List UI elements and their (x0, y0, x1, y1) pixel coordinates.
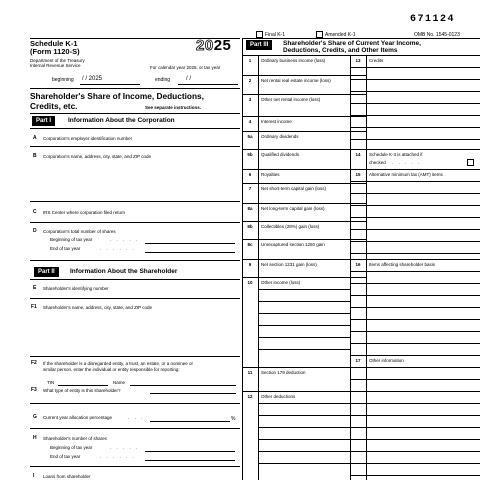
part3-line-14-number: 14 (355, 152, 361, 157)
part3-line-8b-field[interactable] (259, 229, 349, 238)
part3-line-10-label: Other income (loss) (261, 280, 301, 285)
part2-i-label: Loans from shareholder (43, 474, 91, 479)
part2-e-letter: E (33, 285, 37, 291)
part1-b-label: Corporation's name, address, city, state, and ZIP code (43, 154, 151, 159)
part2-f3-field[interactable] (150, 393, 236, 394)
amended-k1-label: Amended K-1 (325, 32, 356, 38)
irs-label: Internal Revenue Service (30, 63, 81, 68)
part3-line-1-label: Ordinary business income (loss) (261, 58, 326, 63)
part1-a-letter: A (33, 135, 37, 141)
part3-line-14-dots: . . . . . (392, 160, 422, 165)
part3-line-1-number: 1 (248, 58, 252, 63)
part2-h-end-label: End of tax year (50, 454, 81, 459)
part1-b-letter: B (33, 153, 37, 159)
part3-title-line1: Shareholder's Share of Current Year Income, (283, 40, 421, 47)
part1-a-label: Corporation's employer identification number (43, 136, 133, 141)
part2-f2-letter: F2 (31, 360, 37, 366)
part3-line-8a-field[interactable] (259, 211, 349, 220)
part2-f3-label: What type of entity is this shareholder? (43, 388, 121, 393)
amended-k1-checkbox[interactable] (316, 31, 323, 38)
beginning-date-field[interactable]: / / 2025 (82, 76, 103, 82)
schedule-title: Schedule K-1 (30, 39, 78, 48)
beginning-label: beginning (52, 77, 74, 83)
part2-badge: Part II (34, 267, 59, 277)
part3-line-13-number: 13 (355, 58, 361, 63)
part3-line-6-label: Royalties (261, 172, 280, 177)
ending-date-field[interactable]: / / (186, 76, 192, 82)
part2-g-label: Current year allocation percentage (43, 415, 113, 420)
part3-line-9-label: Net section 1231 gain (loss) (261, 262, 317, 267)
part3-line-4-field[interactable] (259, 124, 349, 130)
part3-line-9-number: 9 (248, 262, 252, 267)
part2-h-beginning-label: Beginning of tax year (50, 445, 93, 450)
part3-line-11-field[interactable] (259, 375, 349, 390)
part2-f2-label-line1: If the shareholder is a disregarded entity, a trust, an estate, or a nominee or (43, 361, 194, 366)
part3-badge: Part III (246, 40, 272, 50)
part3-line-5b-label: Qualified dividends (261, 152, 300, 157)
part3-line-2-label: Net rental real estate income (loss) (261, 78, 331, 83)
part3-line-12-label: Other deductions (261, 394, 296, 399)
part2-h-end-dots: . . . . . . (100, 454, 136, 459)
part1-c-letter: C (33, 209, 37, 215)
part1-title: Information About the Corporation (68, 117, 175, 124)
part3-line-11-label: Section 179 deduction (261, 370, 306, 375)
part3-line-5a-field[interactable] (259, 139, 349, 148)
part3-line-4-label: Interest income (261, 119, 292, 124)
final-k1-checkbox[interactable] (256, 31, 263, 38)
part2-g-letter: G (33, 414, 37, 420)
tax-year-prefix: 20 (196, 37, 214, 54)
part3-line-15-label: Alternative minimum tax (AMT) items (369, 172, 443, 177)
tax-year (196, 38, 231, 54)
part1-c-label: IRS Center where corporation filed return (43, 210, 126, 215)
part3-line-4-number: 4 (248, 119, 252, 124)
part1-d-beginning-field[interactable] (145, 243, 235, 244)
part3-line-14-label: Schedule K-3 is attached if (369, 152, 423, 157)
part2-tin-label: TIN (47, 380, 55, 385)
part3-line-5b-field[interactable] (259, 157, 349, 168)
calendar-year-label: For calendar year 2025, or tax year (150, 65, 221, 70)
department-label: Department of the Treasury (30, 58, 85, 63)
part3-line-9-field[interactable] (259, 267, 349, 276)
part1-d-end-dots: . . . . . . (100, 246, 136, 251)
part3-line-8b-label: Collectibles (28%) gain (loss) (261, 224, 320, 229)
part3-line-3-number: 3 (248, 97, 252, 102)
part2-f1-letter: F1 (31, 304, 37, 310)
part2-f2-label-line2: similar person, enter the individual or entity responsible for reporting: (43, 367, 180, 372)
part3-title-line2: Deductions, Credits, and Other Items (283, 47, 398, 54)
omb-number: OMB No. 1545-0123 (414, 32, 460, 38)
part3-line-5a-number: 5a (247, 134, 253, 139)
part3-line-2-number: 2 (248, 78, 252, 83)
part3-line-6-field[interactable] (259, 177, 349, 182)
part3-line-6-number: 6 (248, 172, 252, 177)
part2-f1-label: Shareholder's name, address, city, state, and ZIP code (43, 305, 153, 310)
part2-f3-letter: F3 (31, 387, 37, 393)
part3-line-12-number: 12 (247, 394, 253, 399)
part2-h-beginning-dots: . . . . . (110, 445, 140, 450)
part1-d-letter: D (33, 228, 37, 234)
part3-line-5b-number: 5b (247, 152, 253, 157)
part1-d-end-field[interactable] (145, 252, 235, 253)
part3-line-3-field[interactable] (259, 102, 349, 115)
part3-line-8b-number: 8b (247, 224, 253, 229)
part1-d-end-label: End of tax year (50, 246, 81, 251)
form-title-line2: Credits, etc. (30, 101, 78, 111)
part1-d-beginning-label: Beginning of tax year (50, 237, 93, 242)
part3-line-7-field[interactable] (259, 191, 349, 202)
part3-line-17-number: 17 (355, 358, 361, 363)
part3-line-8a-number: 8a (247, 206, 253, 211)
part3-line-14-checked-label: checked (369, 160, 386, 165)
part3-line-1-field[interactable] (259, 63, 349, 74)
part3-line-3-label: Other net rental income (loss) (261, 97, 321, 102)
final-k1-label: Final K-1 (265, 32, 286, 38)
part2-h-beginning-field[interactable] (145, 451, 235, 452)
part3-line-17-label: Other information (369, 358, 404, 363)
part3-line-8c-field[interactable] (259, 247, 349, 258)
part3-line-7-label: Net short-term capital gain (loss) (261, 186, 327, 191)
part2-e-label: Shareholder's identifying number (43, 286, 109, 291)
form-code: 671124 (410, 14, 456, 25)
part3-line-13-label: Credits (369, 58, 384, 63)
ending-label: ending (155, 77, 171, 83)
part2-h-letter: H (33, 435, 37, 441)
part3-line-16-number: 16 (355, 262, 361, 267)
form-number: (Form 1120-S) (30, 47, 80, 56)
part3-line-8c-number: 8c (247, 242, 253, 247)
part2-g-unit: % (231, 416, 236, 422)
part3-line-8a-label: Net long-term capital gain (loss) (261, 206, 325, 211)
part1-badge: Part I (32, 116, 55, 126)
part2-h-end-field[interactable] (145, 460, 235, 461)
part3-line-15-number: 15 (355, 172, 361, 177)
part2-i-letter: I (33, 473, 35, 479)
tax-year-suffix: 25 (213, 37, 232, 54)
schedule-k3-checkbox[interactable] (467, 159, 474, 166)
part3-line-5a-label: Ordinary dividends (261, 134, 299, 139)
part2-name-field[interactable] (130, 385, 236, 386)
part1-d-beginning-dots: . . . . . (110, 237, 140, 242)
see-instructions: See separate instructions. (145, 105, 202, 110)
part2-title: Information About the Shareholder (70, 268, 178, 275)
part1-d-label: Corporation's total number of shares (43, 229, 116, 234)
part3-line-7-number: 7 (248, 186, 252, 191)
part2-g-field[interactable] (150, 421, 230, 422)
part2-g-dots: . . . (128, 415, 145, 420)
form-title-line1: Shareholder's Share of Income, Deductions, (30, 91, 204, 101)
part3-line-16-label: Items affecting shareholder basis (369, 262, 435, 267)
part3-line-10-number: 10 (247, 280, 253, 285)
part3-line-11-number: 11 (247, 370, 253, 375)
part2-tin-field[interactable] (58, 385, 108, 386)
part3-line-8c-label: Unrecaptured section 1250 gain (261, 242, 325, 247)
part2-name-label: Name (113, 380, 126, 385)
part2-h-label: Shareholder's number of shares (43, 436, 107, 441)
part3-line-2-field[interactable] (259, 83, 349, 93)
